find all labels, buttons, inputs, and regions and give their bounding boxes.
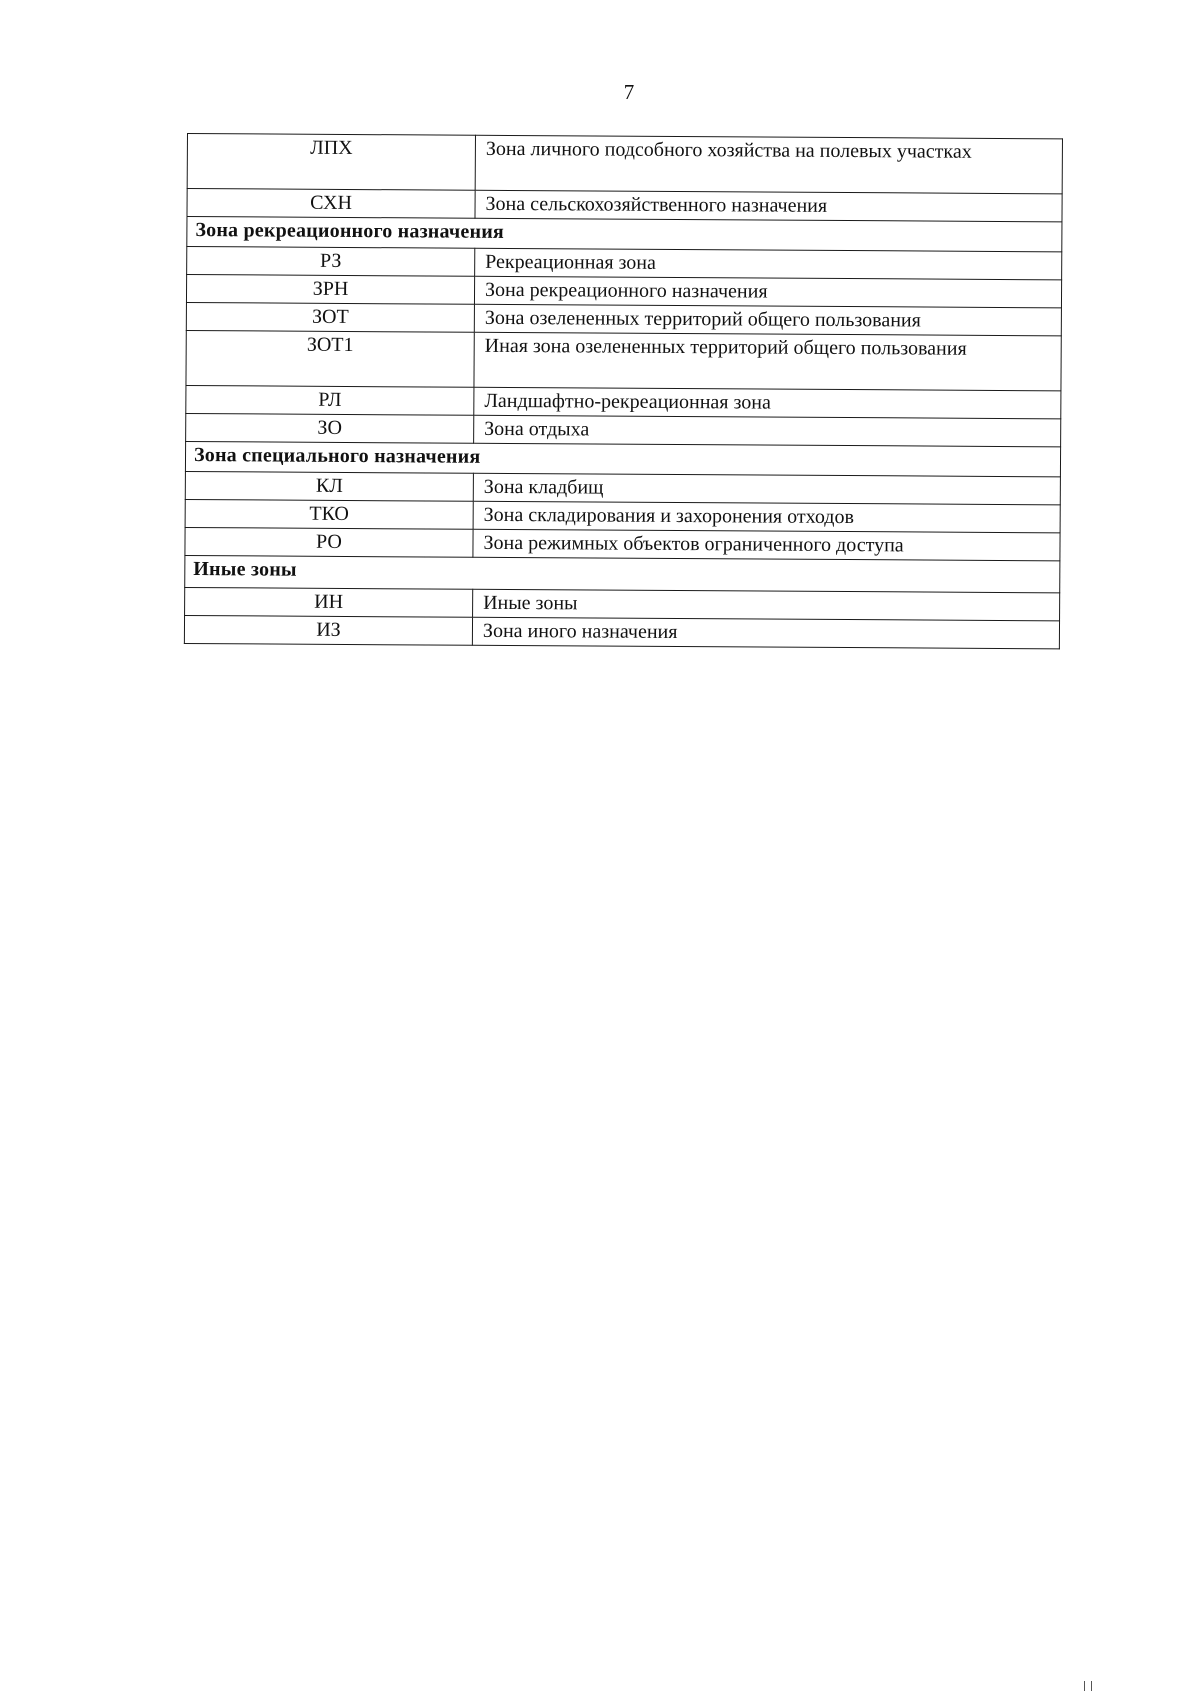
zone-description: Зона рекреационного назначения [474, 276, 1061, 308]
zone-code: ЛПХ [187, 134, 475, 191]
zone-description: Зона озелененных территорий общего пользования [474, 304, 1061, 336]
section-title: Зона специального назначения [185, 441, 1060, 476]
zone-code: РЗ [187, 247, 475, 277]
zone-description: Ландшафтно-рекреационная зона [474, 387, 1061, 419]
scan-mark [1084, 1681, 1092, 1691]
zone-code: КЛ [185, 471, 473, 501]
zones-table [184, 133, 1063, 649]
zone-description: Зона складирования и захоронения отходов [473, 501, 1060, 533]
zone-description: Иные зоны [473, 589, 1060, 621]
zone-code: РЛ [186, 385, 474, 415]
zone-description: Зона режимных объектов ограниченного доступа [473, 529, 1060, 561]
zone-description: Рекреационная зона [475, 248, 1062, 280]
zone-description: Зона личного подсобного хозяйства на полевых участках [475, 135, 1062, 194]
page-number: 7 [623, 80, 635, 104]
zone-description: Иная зона озелененных территорий общего пользования [474, 332, 1061, 391]
zone-description: Зона отдыха [474, 415, 1061, 447]
zone-description: Зона сельскохозяйственного назначения [475, 190, 1062, 222]
zone-code: ИЗ [184, 615, 472, 645]
section-title: Зона рекреационного назначения [187, 217, 1062, 252]
table-row [187, 134, 1062, 194]
zone-code: ЗОТ1 [186, 330, 474, 387]
zone-code: СХН [187, 189, 475, 219]
section-title: Иные зоны [185, 555, 1060, 592]
zones-table-body [184, 134, 1062, 649]
zone-description: Зона кладбищ [473, 473, 1060, 505]
section-header-row [185, 555, 1060, 592]
table-row [186, 330, 1061, 390]
zone-code: ТКО [185, 499, 473, 529]
table-row [184, 615, 1059, 648]
zone-code: РО [185, 527, 473, 557]
zone-description: Зона иного назначения [472, 617, 1059, 649]
zone-code: ЗОТ [186, 302, 474, 332]
zone-code: ЗРН [186, 275, 474, 305]
zone-code: ИН [185, 587, 473, 617]
zone-code: ЗО [186, 413, 474, 443]
